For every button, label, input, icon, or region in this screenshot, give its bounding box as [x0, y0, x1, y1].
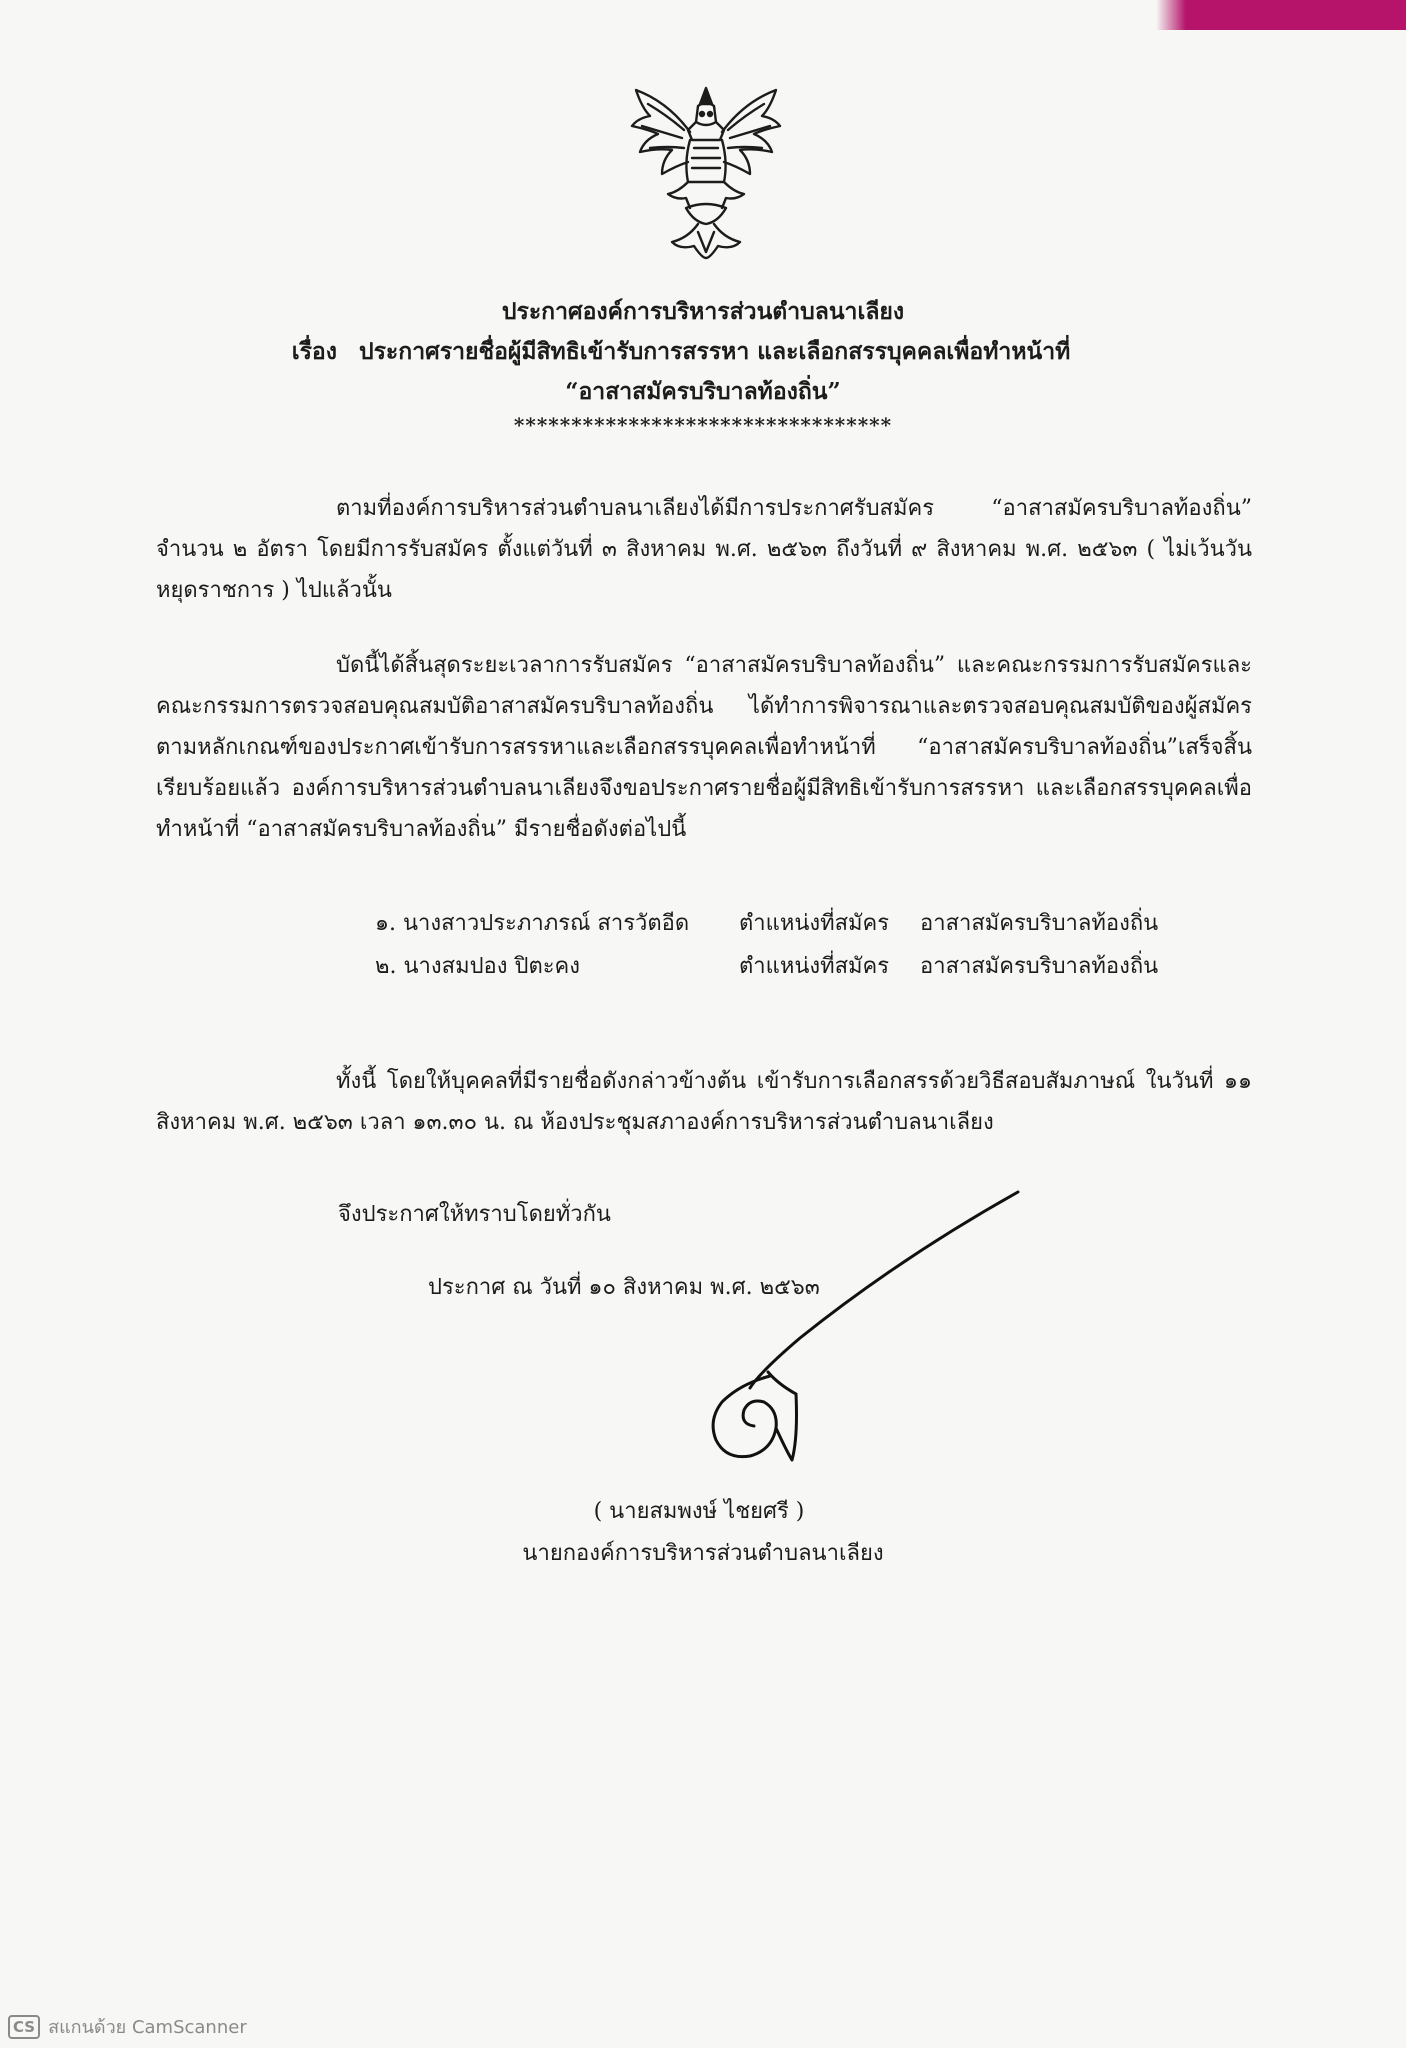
announcement-date: ประกาศ ณ วันที่ ๑๐ สิงหาคม พ.ศ. ๒๕๖๓	[428, 1275, 820, 1300]
paragraph-qualification: บัดนี้ได้สิ้นสุดระยะเวลาการรับสมัคร “อาสาสมัครบริบาลท้องถิ่น” และคณะกรรมการรับสมัครและคณะกรรมการตรวจสอบคุณสมบัติอาสาสมัครบริบาลท้องถิ่น ได้ทำการพิจารณาและตรวจสอบคุณสมบัติของผู้สมัครตามหลักเกณฑ์ของประกาศเข้ารับการสรรหาและเลือกสรรบุคคลเพื่อทำหน้าที่ “อาสาสมัครบริบาลท้องถิ่น”เสร็จสิ้นเรียบร้อยแล้ว องค์การบริหารส่วนตำบลนาเลียงจึงขอประกาศรายชื่อผู้มีสิทธิเข้ารับการสรรหา และเลือกสรรบุคคลเพื่อทำหน้าที่ “อาสาสมัครบริบาลท้องถิ่น” มีรายชื่อดังต่อไปนี้	[156, 653, 1252, 842]
candidate-list	[375, 902, 1158, 988]
closing-statement: จึงประกาศให้ทราบโดยทั่วกัน	[338, 1202, 611, 1227]
document-title: ประกาศองค์การบริหารส่วนตำบลนาเลียง	[501, 298, 905, 325]
position-title: “อาสาสมัครบริบาลท้องถิ่น”	[565, 378, 841, 405]
subject-label: เรื่อง	[291, 338, 337, 365]
signer-title: นายกองค์การบริหารส่วนตำบลนาเลียง	[522, 1541, 884, 1566]
corner-color-strip	[1186, 0, 1406, 30]
signer-block	[0, 1491, 1406, 1575]
camscanner-text: สแกนด้วย CamScanner	[48, 2017, 247, 2038]
candidate-row	[375, 902, 1158, 945]
paragraph-recruitment: ตามที่องค์การบริหารส่วนตำบลนาเลียงได้มีการประกาศรับสมัคร “อาสาสมัครบริบาลท้องถิ่น” จำนวน ๒ อัตรา โดยมีการรับสมัคร ตั้งแต่วันที่ ๓ สิงหาคม พ.ศ. ๒๕๖๓ ถึงวันที่ ๙ สิงหาคม พ.ศ. ๒๕๖๓ ( ไม่เว้นวันหยุดราชการ ) ไปแล้วนั้น	[156, 496, 1252, 603]
signer-name: ( นายสมพงษ์ ไชยศรี )	[593, 1499, 805, 1524]
camscanner-watermark	[8, 2012, 247, 2041]
candidate-position: อาสาสมัครบริบาลท้องถิ่น	[920, 911, 1159, 936]
document-subject	[0, 332, 1384, 372]
heading-separator: *********************************	[513, 413, 893, 437]
camscanner-logo-icon: CS	[8, 2015, 40, 2039]
subject-text: ประกาศรายชื่อผู้มีสิทธิเข้ารับการสรรหา และเลือกสรรบุคคลเพื่อทำหน้าที่	[358, 338, 1071, 365]
document-heading	[0, 292, 1406, 438]
candidate-row	[375, 945, 1158, 988]
candidate-name: ๒. นางสมปอง ปิตะคง	[375, 954, 581, 979]
candidate-position-label: ตำแหน่งที่สมัคร	[739, 911, 890, 936]
paragraph-interview: ทั้งนี้ โดยให้บุคคลที่มีรายชื่อดังกล่าวข้างต้น เข้ารับการเลือกสรรด้วยวิธีสอบสัมภาษณ์ ในวันที่ ๑๑ สิงหาคม พ.ศ. ๒๕๖๓ เวลา ๑๓.๓๐ น. ณ ห้องประชุมสภาองค์การบริหารส่วนตำบลนาเลียง	[156, 1069, 1252, 1135]
handwritten-signature	[600, 1188, 1040, 1488]
candidate-name: ๑. นางสาวประภาภรณ์ สารวัตอีด	[375, 911, 690, 936]
candidate-position-label: ตำแหน่งที่สมัคร	[739, 954, 890, 979]
candidate-position: อาสาสมัครบริบาลท้องถิ่น	[920, 954, 1159, 979]
corner-color-fade	[1156, 0, 1186, 30]
garuda-emblem-icon	[628, 82, 784, 262]
